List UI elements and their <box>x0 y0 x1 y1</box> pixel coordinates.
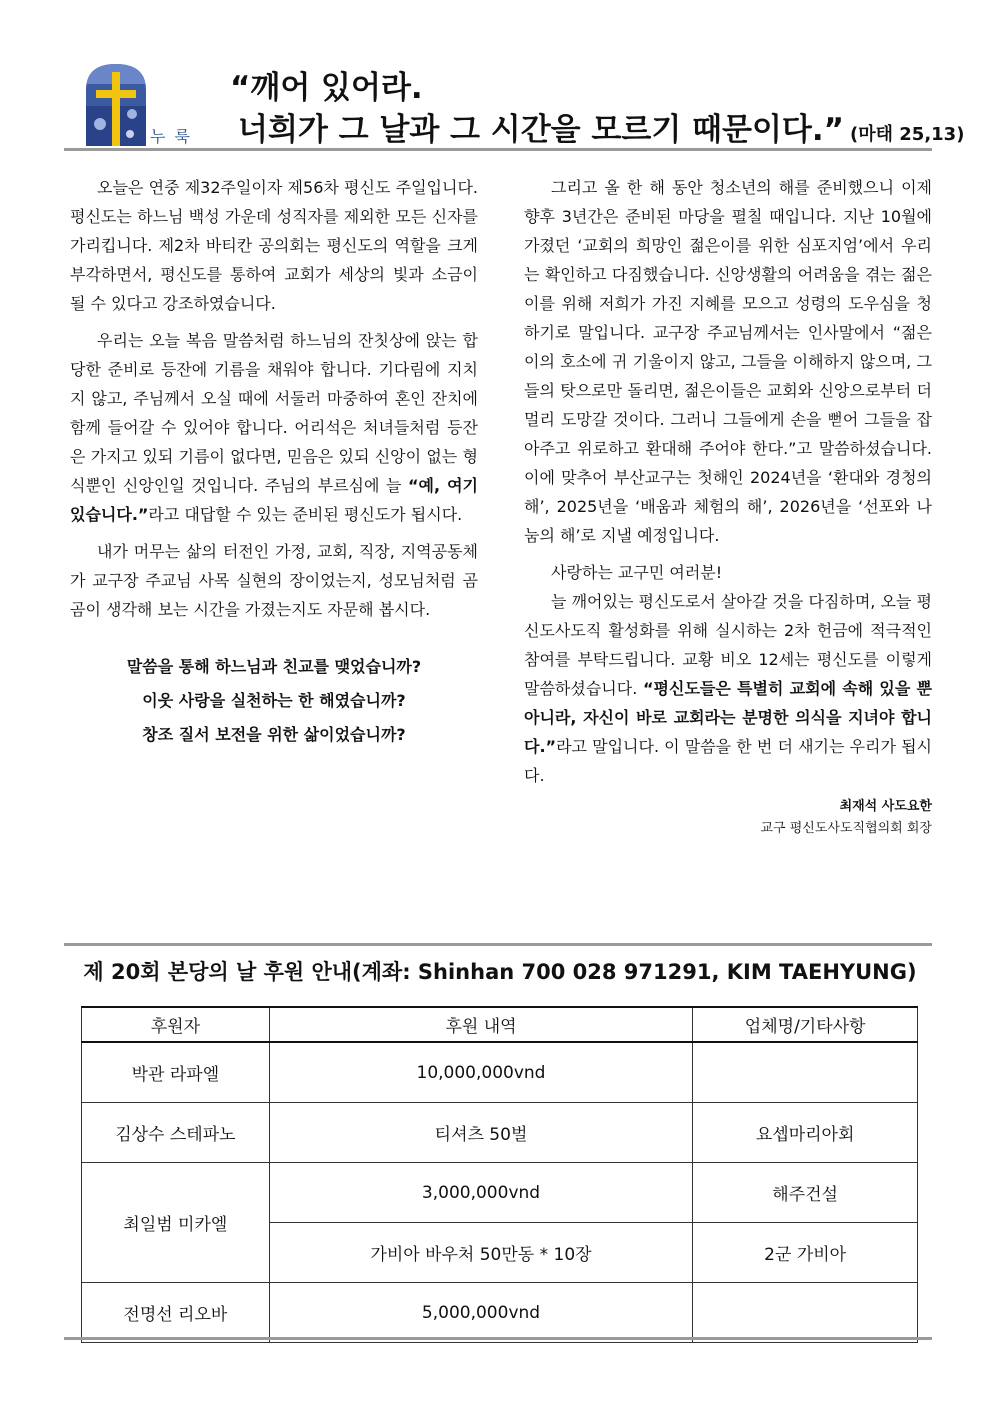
sponsor-note-cell: 요셉마리아회 <box>693 1103 918 1163</box>
table-header-row <box>82 1007 918 1042</box>
sponsor-item-cell: 5,000,000vnd <box>269 1283 693 1343</box>
signature-name: 최재석 사도요한 <box>839 799 932 814</box>
paragraph-text: 라고 말입니다. 이 말씀을 한 번 더 새기는 우리가 됩시다. <box>524 737 932 785</box>
page-title-text: 너희가 그 날과 그 시간을 모르기 때문이다.” <box>238 112 844 148</box>
section-divider <box>64 943 932 946</box>
sponsor-note-cell: 해주건설 <box>693 1163 918 1223</box>
sponsor-banner: 제 20회 본당의 날 후원 안내(계좌: Shinhan 700 028 971291, KIM TAEHYUNG) <box>83 960 917 984</box>
paragraph-text: 우리는 오늘 복음 말씀처럼 하느님의 잔칫상에 앉는 합당한 준비로 등잔에 기름을 채워야 합니다. 기다림에 지치지 않고, 주님께서 오실 때에 서둘러 마중하여 혼인 잔치에 함께 들어갈 수 있어야 합니다. 어리석은 처녀들처럼 등잔은 가지고 있되 기름이 없다면, 믿음은 있되 신앙이 없는 형식뿐인 신앙인일 것입니다. 주님의 부르심에 늘 <box>70 331 478 495</box>
scripture-reference: (마태 25,13) <box>850 124 965 145</box>
signature-title: 교구 평신도사도직협의회 회장 <box>760 821 932 836</box>
sponsor-table <box>81 1006 918 1343</box>
question-item: 말씀을 통해 하느님과 친교를 맺었습니까? <box>126 657 422 676</box>
emphasis-text: “예, 여기 있습니다.” <box>70 476 478 524</box>
paragraph-text: 라고 대답할 수 있는 준비된 평신도가 됩시다. <box>148 505 463 524</box>
table-row <box>82 1283 918 1343</box>
emphasis-quote: “평신도들은 특별히 교회에 속해 있을 뿐 아니라, 자신이 바로 교회라는 분명한 의식을 지녀야 합니다.” <box>524 679 932 756</box>
page-title-line1: “깨어 있어라. <box>230 70 423 106</box>
paragraph: 오늘은 연중 제32주일이자 제56차 평신도 주일입니다. 평신도는 하느님 백성 가운데 성직자를 제외한 모든 신자를 가리킵니다. 제2차 바티칸 공의회는 평신도의 역할을 크게 부각하면서, 평신도를 통하여 교회가 세상의 빛과 소금이 될 수 있다고 강조하였습니다. <box>70 178 478 313</box>
reflection-questions <box>70 650 478 752</box>
logo-label: 누 룩 <box>150 127 192 146</box>
footer-divider <box>64 1337 932 1340</box>
sponsor-item-cell: 티셔츠 50벌 <box>269 1103 693 1163</box>
stained-glass-cross-logo <box>86 64 146 146</box>
sponsor-item-cell: 10,000,000vnd <box>269 1042 693 1103</box>
header-divider <box>64 148 932 151</box>
table-row <box>82 1163 918 1223</box>
left-column <box>70 173 478 752</box>
sponsor-name-cell: 박관 라파엘 <box>82 1042 270 1103</box>
table-row <box>82 1042 918 1103</box>
sponsor-name-cell: 전명선 리오바 <box>82 1283 270 1343</box>
question-item: 창조 질서 보전을 위한 삶이었습니까? <box>142 725 406 744</box>
right-column <box>524 173 932 840</box>
sponsor-item-cell: 가비아 바우처 50만동 * 10장 <box>269 1223 693 1283</box>
column-header: 후원 내역 <box>269 1007 693 1042</box>
table-row <box>82 1103 918 1163</box>
signature <box>524 796 932 840</box>
sponsor-name-cell: 김상수 스테파노 <box>82 1103 270 1163</box>
paragraph: 내가 머무는 삶의 터전인 가정, 교회, 직장, 지역공동체가 교구장 주교님 사목 실현의 장이었는지, 성모님처럼 곰곰이 생각해 보는 시간을 가졌는지도 자문해 봅시다. <box>70 542 478 619</box>
question-item: 이웃 사랑을 실천하는 한 해였습니까? <box>142 691 406 710</box>
paragraph <box>70 326 478 529</box>
sponsor-name-cell: 최일범 미카엘 <box>82 1163 270 1283</box>
paragraph: 그리고 올 한 해 동안 청소년의 해를 준비했으니 이제 향후 3년간은 준비된 마당을 펼칠 때입니다. 지난 10월에 가졌던 ‘교회의 희망인 젊은이를 위한 심포지엄’에서 우리는 확인하고 다짐했습니다. 신앙생활의 어려움을 겪는 젊은이를 위해 저희가 가진 지혜를 모으고 성령의 도우심을 청하기로 말입니다. 교구장 주교님께서는 인사말에서 “젊은이의 호소에 귀 기울이지 않고, 그들을 이해하지 않으며, 그들의 탓으로만 돌리면, 젊은이들은 교회와 신앙으로부터 더 멀리 도망갈 것이다. 그러니 그들에게 손을 뻗어 그들을 잡아주고 위로하고 환대해 주어야 한다.”고 말씀하셨습니다. 이에 맞추어 부산교구는 첫해인 2024년을 ‘환대와 경청의 해’, 2025년을 ‘배움과 체험의 해’, 2026년을 ‘선포와 나눔의 해’로 지낼 예정입니다. <box>524 178 932 545</box>
column-header: 후원자 <box>82 1007 270 1042</box>
sponsor-note-cell <box>693 1042 918 1103</box>
paragraph-text: 늘 깨어있는 평신도로서 살아갈 것을 다짐하며, 오늘 평신도사도직 활성화를 위해 실시하는 2차 헌금에 적극적인 참여를 부탁드립니다. 교황 비오 12세는 평신도를 이렇게 말씀하셨습니다. <box>524 592 932 698</box>
column-header: 업체명/기타사항 <box>693 1007 918 1042</box>
sponsor-note-cell <box>693 1283 918 1343</box>
sponsor-item-cell: 3,000,000vnd <box>269 1163 693 1223</box>
sponsor-note-cell: 2군 가비아 <box>693 1223 918 1283</box>
page-title-line2 <box>238 104 964 149</box>
paragraph <box>524 587 932 790</box>
greeting: 사랑하는 교구민 여러분! <box>551 563 723 582</box>
